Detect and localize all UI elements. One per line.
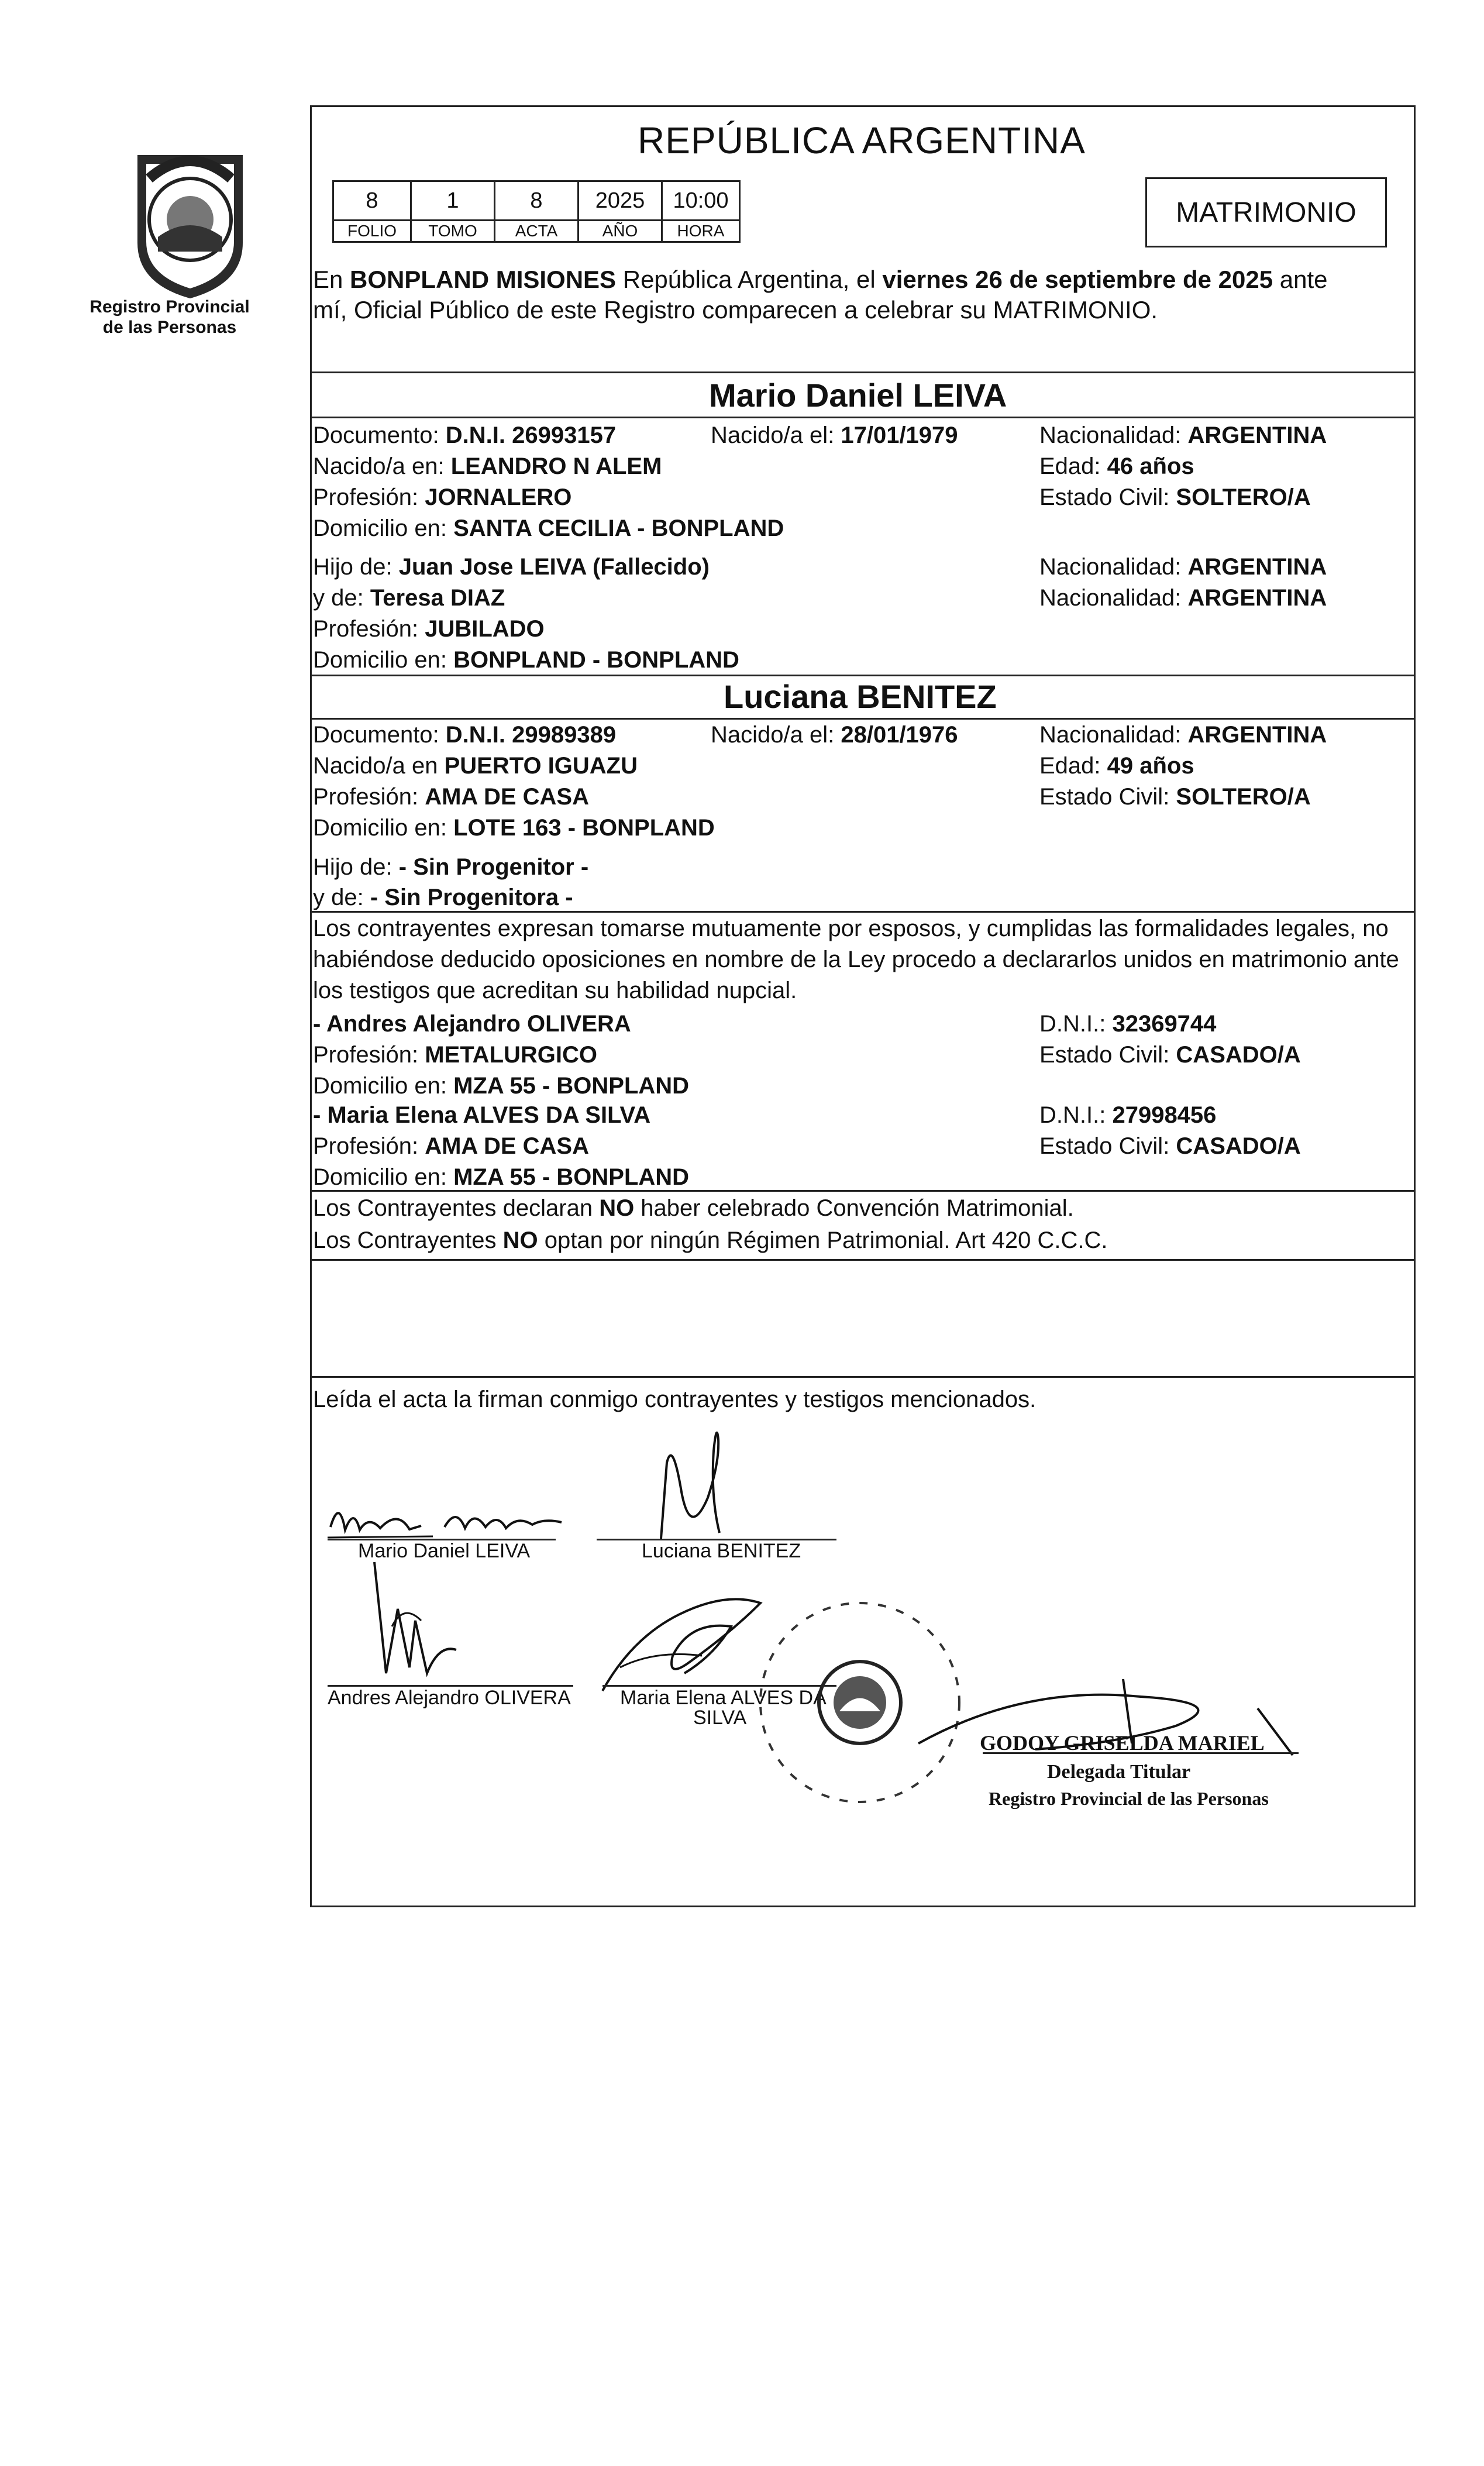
folio-label: FOLIO: [333, 221, 411, 242]
folio-value: 8: [333, 181, 411, 221]
witness1-civil-status: Estado Civil: CASADO/A: [1039, 1042, 1301, 1068]
divider: [310, 1259, 1416, 1261]
witness2-profession: Profesión: AMA DE CASA: [313, 1133, 589, 1159]
spouse2-civil-status: Estado Civil: SOLTERO/A: [1039, 784, 1311, 810]
intro-place: BONPLAND MISIONES: [350, 266, 617, 293]
spouse2-profession: Profesión: AMA DE CASA: [313, 784, 589, 810]
spouse2-domicile: Domicilio en: LOTE 163 - BONPLAND: [313, 815, 715, 841]
divider: [310, 372, 1416, 373]
convention-line2: Los Contrayentes NO optan por ningún Régimen Patrimonial. Art 420 C.C.C.: [313, 1227, 1108, 1253]
intro-line2: mí, Oficial Público de este Registro comparecen a celebrar su MATRIMONIO.: [313, 296, 1158, 324]
declaration-line2: habiéndose deducido oposiciones en nombre de la Ley procedo a declararlos unidos en matrimonio ante: [313, 947, 1399, 972]
divider: [310, 1190, 1416, 1192]
spouse1-domicile: Domicilio en: SANTA CECILIA - BONPLAND: [313, 515, 784, 541]
divider: [310, 911, 1416, 913]
spouse2-name: Luciana BENITEZ: [724, 678, 997, 715]
spouse1-mother: y de: Teresa DIAZ: [313, 585, 505, 611]
spouse1-parent-profession: Profesión: JUBILADO: [313, 616, 545, 642]
officer-name: GODOY GRISELDA MARIEL: [980, 1731, 1265, 1755]
hora-label: HORA: [662, 221, 740, 242]
divider: [310, 675, 1416, 676]
registry-reference-table: [332, 180, 741, 243]
spouse1-mother-nationality: Nacionalidad: ARGENTINA: [1039, 585, 1327, 611]
divider: [310, 718, 1416, 720]
spouse1-document: Documento: D.N.I. 26993157: [313, 422, 617, 448]
seal-icon: [114, 143, 266, 301]
signature-officer: [907, 1673, 1316, 1773]
witness1-profession: Profesión: METALURGICO: [313, 1042, 598, 1068]
spouse2-nationality: Nacionalidad: ARGENTINA: [1039, 722, 1327, 748]
witness1-dni: D.N.I.: 32369744: [1039, 1011, 1217, 1037]
province-seal: [114, 143, 266, 301]
signature-label-andres: Andres Alejandro OLIVERA: [328, 1687, 571, 1709]
spouse1-profession: Profesión: JORNALERO: [313, 484, 572, 510]
spouse1-age: Edad: 46 años: [1039, 453, 1194, 479]
spouse1-nationality: Nacionalidad: ARGENTINA: [1039, 422, 1327, 448]
witness1-domicile: Domicilio en: MZA 55 - BONPLAND: [313, 1073, 690, 1099]
signature-andres: [363, 1556, 468, 1685]
acta-label: ACTA: [495, 221, 579, 242]
witness1-name: - Andres Alejandro OLIVERA: [313, 1011, 631, 1037]
witness2-name: - Maria Elena ALVES DA SILVA: [313, 1102, 651, 1128]
signature-label-maria: Maria Elena ALVES DA: [620, 1687, 827, 1709]
acta-value: 8: [495, 181, 579, 221]
spouse2-birthplace: Nacido/a en PUERTO IGUAZU: [313, 753, 638, 779]
declaration-line1: Los contrayentes expresan tomarse mutuamente por esposos, y cumplidas las formalidades legales, no: [313, 916, 1389, 941]
spouse2-father: Hijo de: - Sin Progenitor -: [313, 854, 589, 880]
hora-value: 10:00: [662, 181, 740, 221]
divider: [310, 417, 1416, 418]
spouse2-age: Edad: 49 años: [1039, 753, 1194, 779]
intro-date: viernes 26 de septiembre de 2025: [882, 266, 1273, 293]
convention-line1: Los Contrayentes declaran NO haber celebrado Convención Matrimonial.: [313, 1195, 1074, 1221]
intro-line1: En BONPLAND MISIONES República Argentina, el viernes 26 de septiembre de 2025 ante: [313, 266, 1328, 293]
tomo-value: 1: [411, 181, 495, 221]
spouse1-civil-status: Estado Civil: SOLTERO/A: [1039, 484, 1311, 510]
seal-caption: Registro Provincial de las Personas: [89, 297, 250, 337]
closing-text: Leída el acta la firman conmigo contrayentes y testigos mencionados.: [313, 1387, 1037, 1412]
signature-label-mario: Mario Daniel LEIVA: [358, 1540, 531, 1562]
witness2-civil-status: Estado Civil: CASADO/A: [1039, 1133, 1301, 1159]
spouse1-birthplace: Nacido/a en: LEANDRO N ALEM: [313, 453, 662, 479]
act-type-box: MATRIMONIO: [1145, 177, 1387, 247]
anio-value: 2025: [579, 181, 662, 221]
signature-label-luciana: Luciana BENITEZ: [642, 1540, 801, 1562]
signature-luciana: [655, 1428, 749, 1545]
spouse1-parent-domicile: Domicilio en: BONPLAND - BONPLAND: [313, 647, 739, 673]
signature-label-maria-cont: SILVA: [693, 1707, 747, 1729]
anio-label: AÑO: [579, 221, 662, 242]
spouse1-birthdate: Nacido/a el: 17/01/1979: [711, 422, 958, 448]
witness2-dni: D.N.I.: 27998456: [1039, 1102, 1217, 1128]
divider: [310, 1376, 1416, 1378]
spouse2-mother: y de: - Sin Progenitora -: [313, 885, 573, 910]
witness2-domicile: Domicilio en: MZA 55 - BONPLAND: [313, 1164, 690, 1190]
spouse1-father-nationality: Nacionalidad: ARGENTINA: [1039, 554, 1327, 580]
declaration-line3: los testigos que acreditan su habilidad nupcial.: [313, 978, 797, 1003]
officer-title: Delegada Titular: [1047, 1761, 1191, 1783]
officer-office: Registro Provincial de las Personas: [989, 1788, 1269, 1809]
spouse1-father: Hijo de: Juan Jose LEIVA (Fallecido): [313, 554, 710, 580]
country-title: REPÚBLICA ARGENTINA: [638, 119, 1086, 161]
tomo-label: TOMO: [411, 221, 495, 242]
spouse2-birthdate: Nacido/a el: 28/01/1976: [711, 722, 958, 748]
spouse2-document: Documento: D.N.I. 29989389: [313, 722, 617, 748]
spouse1-name: Mario Daniel LEIVA: [709, 377, 1007, 414]
